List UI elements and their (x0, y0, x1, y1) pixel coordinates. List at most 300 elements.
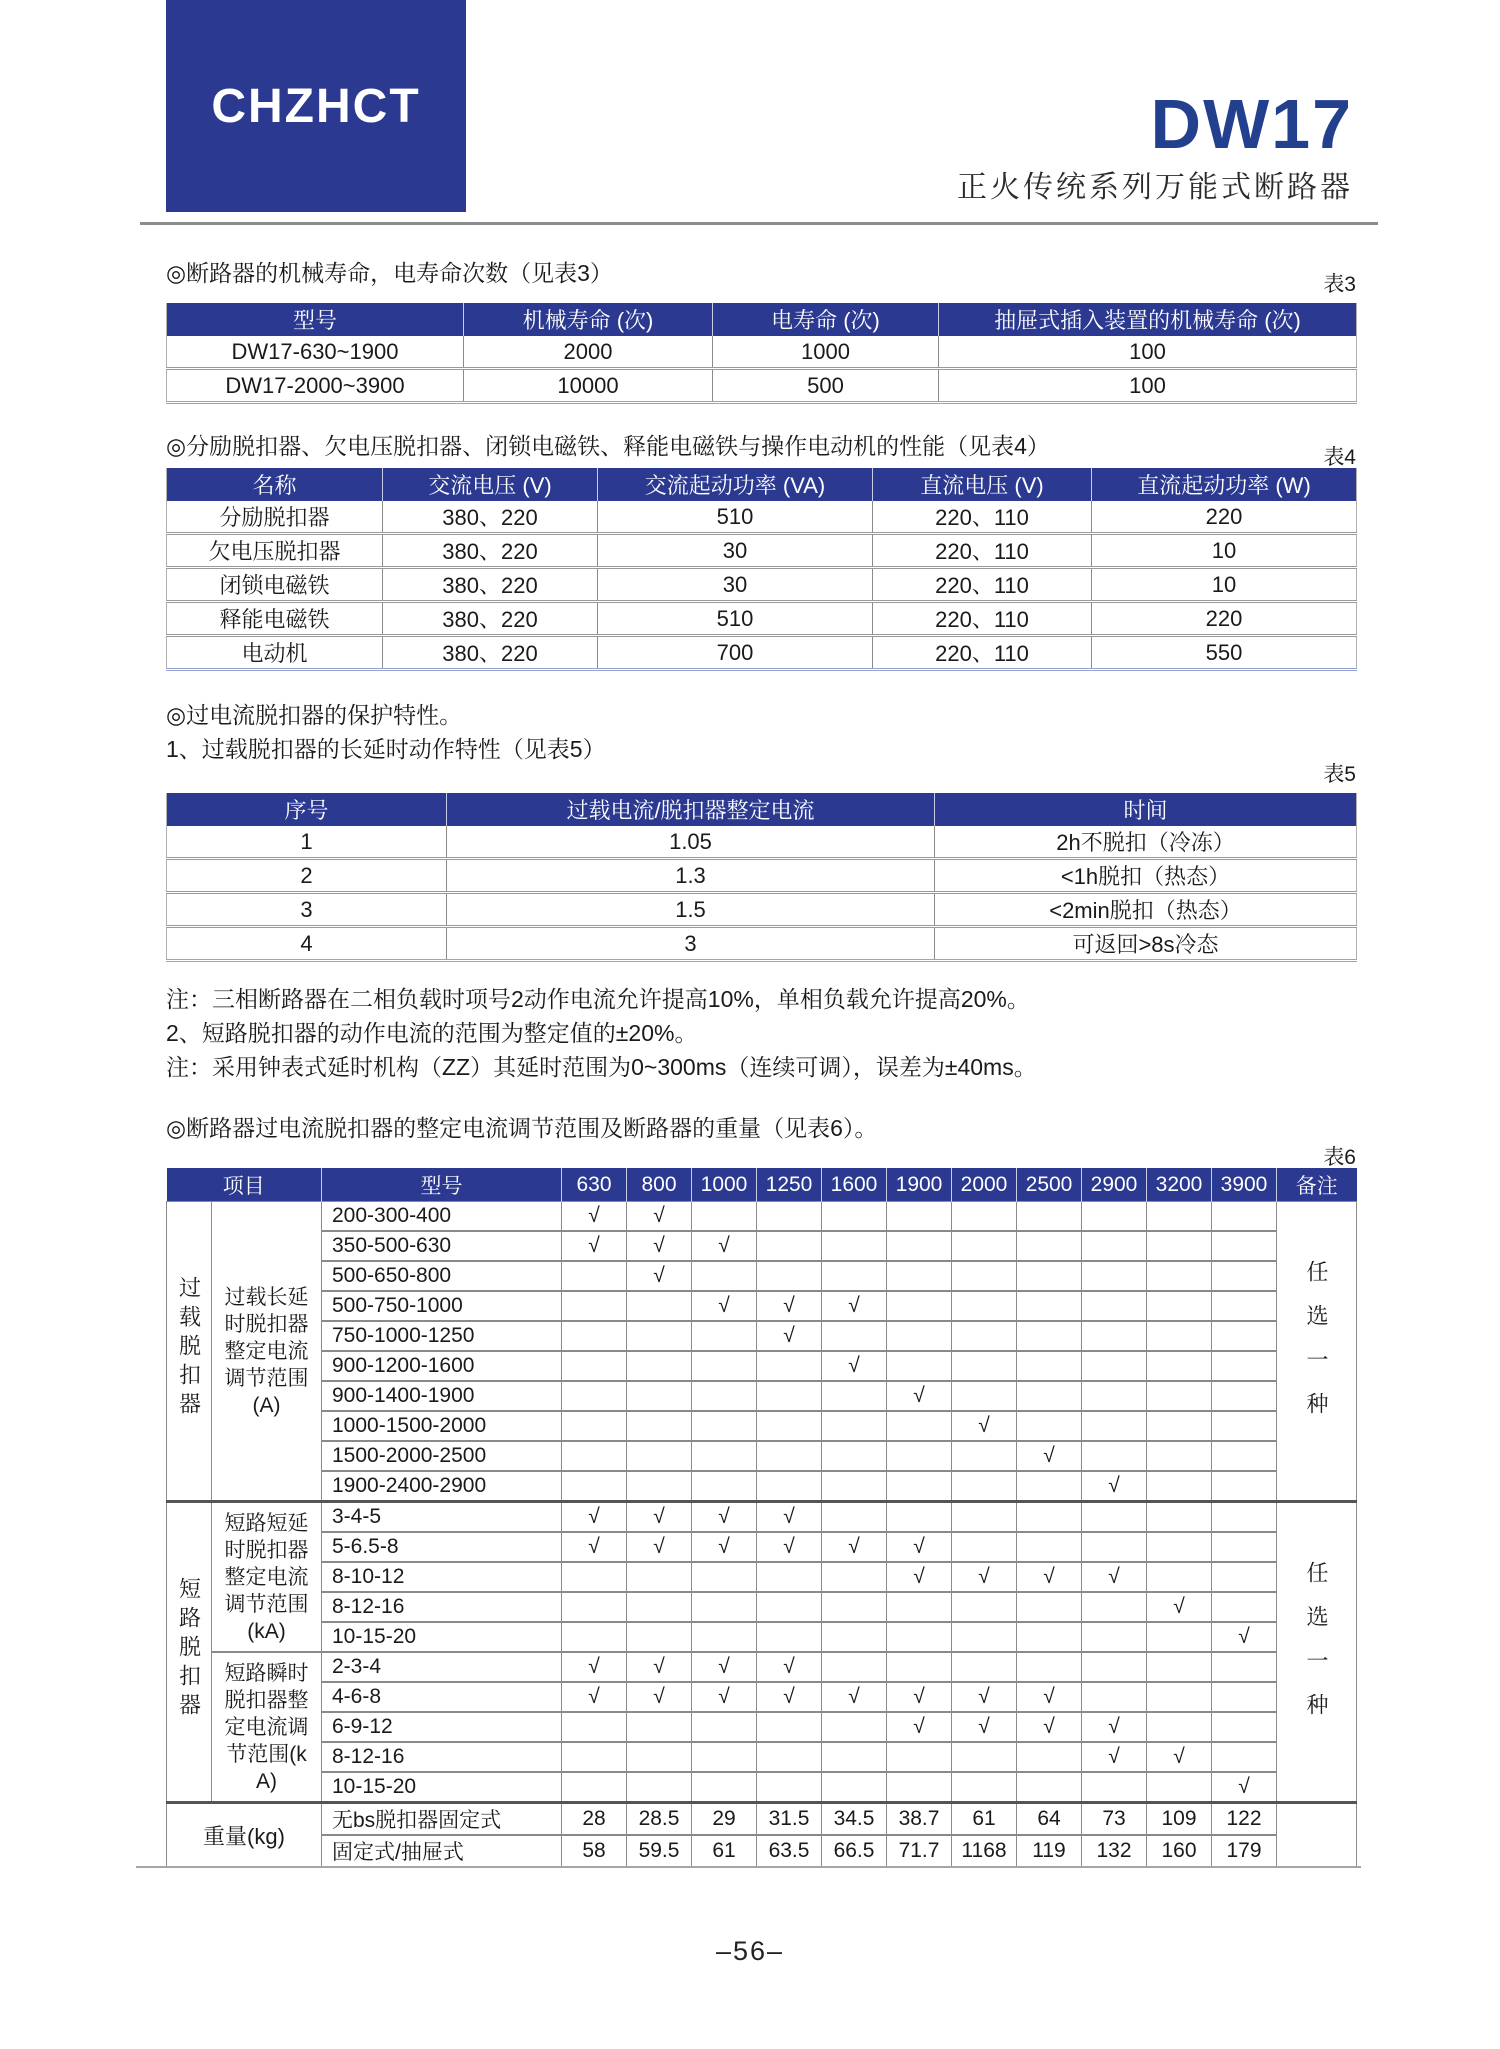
table-cell: 510 (598, 602, 873, 636)
check-cell (887, 1351, 952, 1381)
check-cell (692, 1381, 757, 1411)
release-performance-table (166, 468, 1357, 671)
table-row (167, 893, 1357, 927)
table-cell: 3 (167, 893, 447, 927)
check-cell (1017, 1532, 1082, 1562)
range-cell: 8-12-16 (322, 1742, 562, 1772)
column-header: 3900 (1212, 1168, 1277, 1202)
table-row (167, 1411, 1357, 1441)
check-cell (1017, 1471, 1082, 1502)
check-cell (757, 1202, 822, 1232)
check-cell (952, 1502, 1017, 1533)
column-header: 交流电压 (V) (383, 468, 598, 501)
section-heading-text: ◎断路器过电流脱扣器的整定电流调节范围及断路器的重量（见表6）。 (166, 1115, 878, 1141)
check-cell (1082, 1652, 1147, 1682)
check-cell (822, 1321, 887, 1351)
table-cell: 30 (598, 534, 873, 568)
check-cell (822, 1742, 887, 1772)
notes-block (166, 982, 1356, 1084)
check-cell (822, 1652, 887, 1682)
table-cell: 100 (939, 369, 1357, 403)
check-cell (822, 1592, 887, 1622)
category-cell (167, 1502, 212, 1803)
range-cell: 5-6.5-8 (322, 1532, 562, 1562)
check-cell (887, 1471, 952, 1502)
table-row (167, 568, 1357, 602)
table-cell: 4 (167, 927, 447, 961)
check-cell (887, 1772, 952, 1803)
column-header: 800 (627, 1168, 692, 1202)
table-row (167, 1562, 1357, 1592)
brand-logo (166, 0, 466, 212)
range-cell: 6-9-12 (322, 1712, 562, 1742)
column-header: 630 (562, 1168, 627, 1202)
check-cell (562, 1471, 627, 1502)
check-cell (562, 1261, 627, 1291)
check-cell: √ (952, 1712, 1017, 1742)
check-cell (1082, 1592, 1147, 1622)
check-cell (1017, 1381, 1082, 1411)
check-cell: √ (1082, 1471, 1147, 1502)
table-cell: <1h脱扣（热态） (935, 859, 1357, 893)
check-cell: √ (887, 1682, 952, 1712)
check-cell (562, 1441, 627, 1471)
check-cell: √ (1017, 1562, 1082, 1592)
check-cell (627, 1742, 692, 1772)
column-header: 交流起动功率 (VA) (598, 468, 873, 501)
category-cell (167, 1202, 212, 1502)
long-delay-table (166, 793, 1357, 962)
section-subheading-longdelay (166, 735, 1356, 786)
check-cell (1147, 1562, 1212, 1592)
check-cell (1082, 1261, 1147, 1291)
check-cell (692, 1622, 757, 1652)
table-cell: 220、110 (873, 534, 1092, 568)
check-cell: √ (952, 1411, 1017, 1441)
check-cell: √ (757, 1652, 822, 1682)
table-cell: 1000 (713, 336, 939, 369)
range-cell: 1000-1500-2000 (322, 1411, 562, 1441)
check-cell (1147, 1772, 1212, 1803)
check-cell (1147, 1291, 1212, 1321)
column-header: 型号 (167, 303, 464, 336)
check-cell (1212, 1321, 1277, 1351)
check-cell: √ (627, 1231, 692, 1261)
table-cell: 500 (713, 369, 939, 403)
check-cell: √ (1212, 1622, 1277, 1652)
check-cell (757, 1622, 822, 1652)
value-cell: 63.5 (757, 1835, 822, 1867)
column-header: 名称 (167, 468, 383, 501)
check-cell (822, 1231, 887, 1261)
section-heading-text: ◎断路器的机械寿命，电寿命次数（见表3） (166, 260, 613, 286)
check-cell (627, 1712, 692, 1742)
range-cell: 200-300-400 (322, 1202, 562, 1232)
check-cell (627, 1411, 692, 1441)
setting-range-weight-table (166, 1168, 1357, 1868)
check-cell (1082, 1502, 1147, 1533)
check-cell (627, 1351, 692, 1381)
check-cell (757, 1742, 822, 1772)
check-cell: √ (627, 1502, 692, 1533)
check-cell (692, 1742, 757, 1772)
check-cell (1147, 1532, 1212, 1562)
value-cell: 160 (1147, 1835, 1212, 1867)
table-cell: 510 (598, 501, 873, 534)
check-cell (757, 1441, 822, 1471)
table-cell: 10000 (464, 369, 713, 403)
range-cell: 500-750-1000 (322, 1291, 562, 1321)
section-heading-release-performance (166, 432, 1356, 469)
check-cell (952, 1592, 1017, 1622)
table-row (167, 1682, 1357, 1712)
range-cell: 1900-2400-2900 (322, 1471, 562, 1502)
check-cell (1017, 1411, 1082, 1441)
section-subheading-text: 1、过载脱扣器的长延时动作特性（见表5） (166, 736, 606, 762)
check-cell: √ (1082, 1712, 1147, 1742)
value-cell: 1168 (952, 1835, 1017, 1867)
table-row (167, 1441, 1357, 1471)
check-cell (887, 1622, 952, 1652)
check-cell: √ (952, 1682, 1017, 1712)
check-cell: √ (627, 1202, 692, 1232)
check-cell (1147, 1471, 1212, 1502)
check-cell (1147, 1652, 1212, 1682)
check-cell (952, 1381, 1017, 1411)
check-cell (887, 1411, 952, 1441)
check-cell (1147, 1682, 1212, 1712)
table-cell: 分励脱扣器 (167, 501, 383, 534)
section-label-cell: 过载长延时脱扣器整定电流调节范围(A) (212, 1202, 322, 1502)
value-cell: 73 (1082, 1803, 1147, 1836)
range-cell: 500-650-800 (322, 1261, 562, 1291)
check-cell (757, 1772, 822, 1803)
table-row (167, 1381, 1357, 1411)
check-cell (627, 1471, 692, 1502)
table-row (167, 1772, 1357, 1803)
check-cell (757, 1592, 822, 1622)
check-cell (1147, 1261, 1212, 1291)
table-cell: 1.5 (447, 893, 935, 927)
check-cell (692, 1562, 757, 1592)
check-cell (1017, 1622, 1082, 1652)
check-cell: √ (692, 1231, 757, 1261)
check-cell (1082, 1441, 1147, 1471)
table-row (167, 1712, 1357, 1742)
product-subtitle: 正火传统系列万能式断路器 (957, 171, 1353, 204)
table-cell: 220 (1092, 501, 1357, 534)
table-cell: 欠电压脱扣器 (167, 534, 383, 568)
table-cell: 2 (167, 859, 447, 893)
table-row (167, 1351, 1357, 1381)
range-cell: 350-500-630 (322, 1231, 562, 1261)
check-cell (1212, 1441, 1277, 1471)
check-cell (1082, 1351, 1147, 1381)
table-row (167, 1502, 1357, 1533)
check-cell (887, 1441, 952, 1471)
check-cell (1017, 1202, 1082, 1232)
table-cell: 可返回>8s冷态 (935, 927, 1357, 961)
column-header: 过载电流/脱扣器整定电流 (447, 793, 935, 826)
column-header: 抽屉式插入装置的机械寿命 (次) (939, 303, 1357, 336)
life-table (166, 303, 1357, 404)
check-cell (887, 1291, 952, 1321)
table-row (167, 1652, 1357, 1682)
range-cell: 2-3-4 (322, 1652, 562, 1682)
check-cell (887, 1231, 952, 1261)
check-cell: √ (757, 1321, 822, 1351)
check-cell (1147, 1231, 1212, 1261)
title-block (957, 85, 1353, 206)
table-cell: 220、110 (873, 636, 1092, 670)
check-cell: √ (692, 1502, 757, 1533)
check-cell: √ (562, 1231, 627, 1261)
check-cell: √ (952, 1562, 1017, 1592)
value-cell: 38.7 (887, 1803, 952, 1836)
check-cell: √ (692, 1291, 757, 1321)
table-cell: 1.3 (447, 859, 935, 893)
check-cell (757, 1712, 822, 1742)
check-cell (692, 1441, 757, 1471)
column-header: 2000 (952, 1168, 1017, 1202)
check-cell (692, 1321, 757, 1351)
check-cell: √ (562, 1202, 627, 1232)
table-header-row (167, 793, 1357, 826)
range-cell: 8-12-16 (322, 1592, 562, 1622)
check-cell (887, 1202, 952, 1232)
check-cell (1212, 1502, 1277, 1533)
table-row (167, 602, 1357, 636)
check-cell (1017, 1742, 1082, 1772)
check-cell (887, 1502, 952, 1533)
check-cell (1147, 1411, 1212, 1441)
category-vertical-text: 过载脱扣器 (176, 1275, 202, 1421)
check-cell (562, 1772, 627, 1803)
check-cell (757, 1351, 822, 1381)
check-cell (822, 1202, 887, 1232)
check-cell: √ (692, 1682, 757, 1712)
range-cell: 10-15-20 (322, 1622, 562, 1652)
column-header: 型号 (322, 1168, 562, 1202)
check-cell: √ (757, 1502, 822, 1533)
note-line: 注：三相断路器在二相负载时项号2动作电流允许提高10%，单相负载允许提高20%。 (166, 986, 1030, 1012)
column-header: 时间 (935, 793, 1357, 826)
check-cell (562, 1562, 627, 1592)
check-cell (1082, 1291, 1147, 1321)
check-cell (692, 1351, 757, 1381)
check-cell (627, 1321, 692, 1351)
check-cell (1147, 1441, 1212, 1471)
check-cell (757, 1231, 822, 1261)
check-cell: √ (887, 1381, 952, 1411)
page-header (0, 0, 1500, 212)
remark-vertical-text: 任选一种 (1304, 1561, 1329, 1737)
category-cell: 重量(kg) (167, 1803, 322, 1868)
table6-bottom-rule (136, 1866, 1361, 1868)
check-cell: √ (1212, 1772, 1277, 1803)
range-cell: 固定式/抽屉式 (322, 1835, 562, 1867)
check-cell (887, 1321, 952, 1351)
check-cell (1212, 1742, 1277, 1772)
table-cell: 220 (1092, 602, 1357, 636)
table-cell: 700 (598, 636, 873, 670)
check-cell (1017, 1291, 1082, 1321)
check-cell (1212, 1381, 1277, 1411)
check-cell (952, 1321, 1017, 1351)
check-cell: √ (1017, 1682, 1082, 1712)
check-cell: √ (822, 1351, 887, 1381)
remark-cell (1277, 1803, 1357, 1868)
check-cell (627, 1291, 692, 1321)
check-cell: √ (562, 1682, 627, 1712)
check-cell (1212, 1411, 1277, 1441)
table-row (167, 1835, 1357, 1867)
check-cell (1212, 1231, 1277, 1261)
check-cell (1147, 1351, 1212, 1381)
column-header: 2900 (1082, 1168, 1147, 1202)
check-cell (1017, 1592, 1082, 1622)
table-header-row (167, 468, 1357, 501)
check-cell (562, 1712, 627, 1742)
check-cell (952, 1532, 1017, 1562)
check-cell (692, 1592, 757, 1622)
table-cell: <2min脱扣（热态） (935, 893, 1357, 927)
table-row (167, 1291, 1357, 1321)
table-header-row (167, 1168, 1357, 1202)
check-cell (757, 1261, 822, 1291)
section-label-cell: 短路瞬时脱扣器整定电流调节范围(kA) (212, 1652, 322, 1803)
check-cell (952, 1351, 1017, 1381)
table-row (167, 1471, 1357, 1502)
check-cell (562, 1592, 627, 1622)
column-header: 序号 (167, 793, 447, 826)
check-cell (822, 1562, 887, 1592)
check-cell (562, 1622, 627, 1652)
check-cell (1082, 1321, 1147, 1351)
check-cell (1082, 1772, 1147, 1803)
range-cell: 900-1200-1600 (322, 1351, 562, 1381)
check-cell: √ (692, 1652, 757, 1682)
column-header: 1900 (887, 1168, 952, 1202)
table-row (167, 1261, 1357, 1291)
value-cell: 61 (692, 1835, 757, 1867)
table-row (167, 1231, 1357, 1261)
check-cell: √ (562, 1502, 627, 1533)
remark-vertical-text: 任选一种 (1304, 1260, 1329, 1436)
check-cell (1212, 1532, 1277, 1562)
header-divider (140, 222, 1378, 225)
page-content (166, 259, 1356, 1868)
table-row (167, 1532, 1357, 1562)
check-cell (1212, 1562, 1277, 1592)
check-cell (692, 1202, 757, 1232)
check-cell (1017, 1231, 1082, 1261)
table-row (167, 1592, 1357, 1622)
table-row (167, 369, 1357, 403)
check-cell (822, 1261, 887, 1291)
check-cell (1147, 1321, 1212, 1351)
table-cell: 100 (939, 336, 1357, 369)
check-cell (627, 1441, 692, 1471)
table-row (167, 1803, 1357, 1836)
check-cell (952, 1202, 1017, 1232)
check-cell: √ (887, 1712, 952, 1742)
check-cell: √ (757, 1291, 822, 1321)
check-cell (1212, 1351, 1277, 1381)
table-cell: 550 (1092, 636, 1357, 670)
check-cell (1147, 1712, 1212, 1742)
table-cell: 闭锁电磁铁 (167, 568, 383, 602)
table-cell: 2000 (464, 336, 713, 369)
check-cell (627, 1772, 692, 1803)
check-cell (822, 1712, 887, 1742)
table-row (167, 1742, 1357, 1772)
check-cell (1017, 1772, 1082, 1803)
table3-tag: 表3 (1323, 273, 1356, 296)
table-cell: 380、220 (383, 501, 598, 534)
table-header-row (167, 303, 1357, 336)
check-cell (562, 1742, 627, 1772)
check-cell: √ (1147, 1742, 1212, 1772)
check-cell (757, 1381, 822, 1411)
value-cell: 59.5 (627, 1835, 692, 1867)
check-cell (757, 1411, 822, 1441)
note-line: 注：采用钟表式延时机构（ZZ）其延时范围为0~300ms（连续可调），误差为±40ms。 (166, 1054, 1037, 1080)
table-row (167, 636, 1357, 670)
table-cell: 10 (1092, 568, 1357, 602)
value-cell: 71.7 (887, 1835, 952, 1867)
table-cell: 10 (1092, 534, 1357, 568)
check-cell (1147, 1622, 1212, 1652)
check-cell (627, 1622, 692, 1652)
check-cell (822, 1471, 887, 1502)
product-title: DW17 (1150, 85, 1353, 163)
check-cell (1212, 1592, 1277, 1622)
check-cell: √ (627, 1652, 692, 1682)
value-cell: 34.5 (822, 1803, 887, 1836)
section-heading-life (166, 259, 1356, 296)
check-cell (1017, 1321, 1082, 1351)
column-header: 直流电压 (V) (873, 468, 1092, 501)
table-row (167, 1202, 1357, 1232)
check-cell (1212, 1291, 1277, 1321)
check-cell (1017, 1652, 1082, 1682)
table-row (167, 501, 1357, 534)
range-cell: 10-15-20 (322, 1772, 562, 1803)
page-number: –56– (715, 1936, 785, 1966)
check-cell: √ (627, 1261, 692, 1291)
check-cell (822, 1622, 887, 1652)
value-cell: 31.5 (757, 1803, 822, 1836)
check-cell: √ (1017, 1441, 1082, 1471)
check-cell (757, 1562, 822, 1592)
check-cell: √ (887, 1562, 952, 1592)
column-header: 机械寿命 (次) (464, 303, 713, 336)
range-cell: 无bs脱扣器固定式 (322, 1803, 562, 1836)
check-cell (952, 1622, 1017, 1652)
range-cell: 1500-2000-2500 (322, 1441, 562, 1471)
check-cell (952, 1291, 1017, 1321)
note-line: 2、短路脱扣器的动作电流的范围为整定值的±20%。 (166, 1020, 698, 1046)
check-cell: √ (562, 1652, 627, 1682)
table-row (167, 1622, 1357, 1652)
check-cell (887, 1742, 952, 1772)
check-cell: √ (627, 1532, 692, 1562)
table-cell: 3 (447, 927, 935, 961)
table-cell: DW17-2000~3900 (167, 369, 464, 403)
table6-tag: 表6 (1323, 1146, 1356, 1169)
check-cell (627, 1381, 692, 1411)
